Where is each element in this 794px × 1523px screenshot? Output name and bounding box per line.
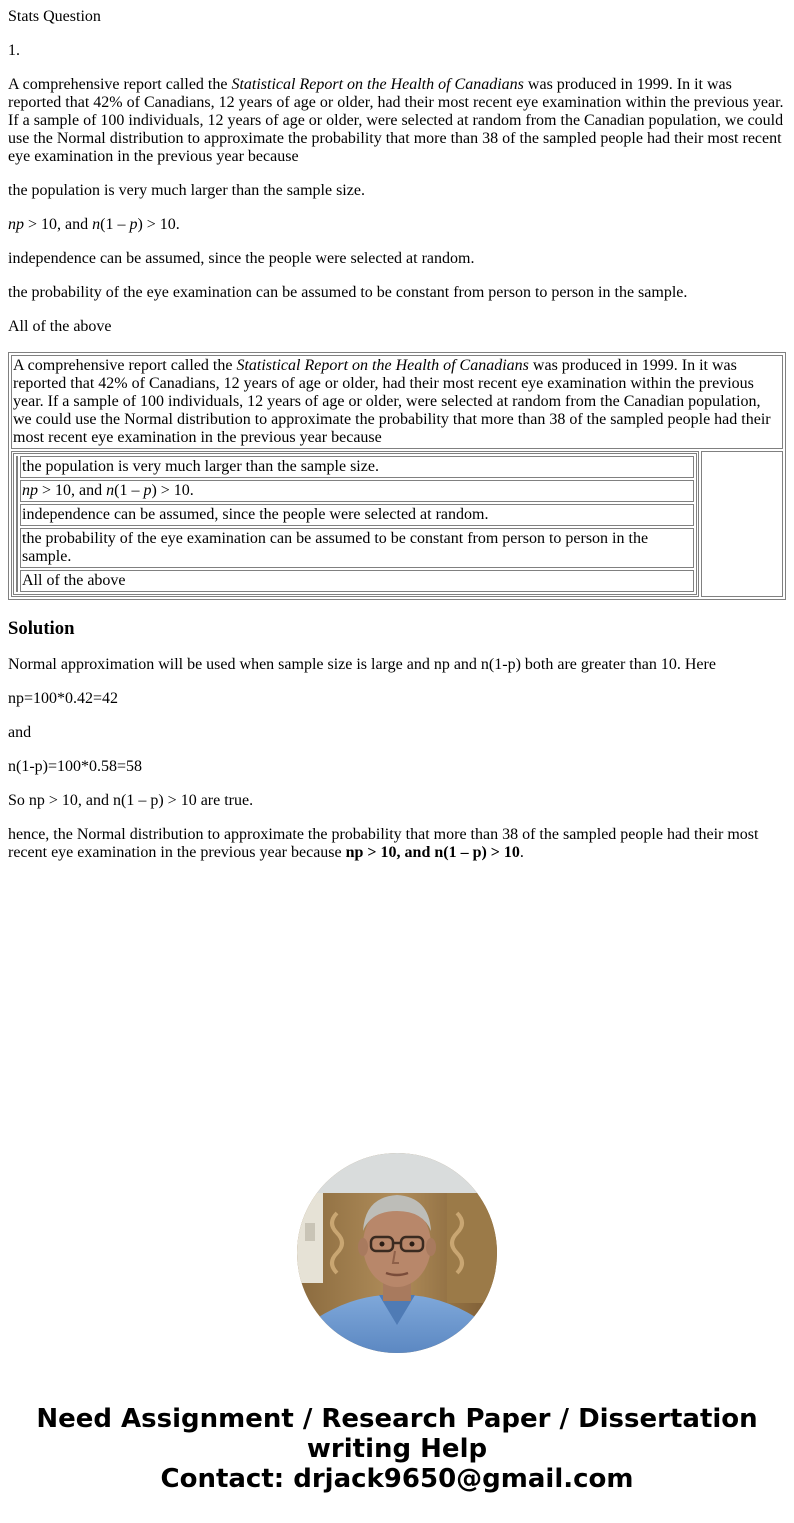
table-option-d: the probability of the eye examination can be assumed to be constant from person to person in the sample.: [20, 528, 694, 568]
option-b: np > 10, and n(1 – p) > 10.: [8, 216, 180, 233]
options-cell: [11, 451, 699, 597]
question-text: A comprehensive report called the Statistical Report on the Health of Canadians was produced in 1999. In it was reported that 42% of Canadians, 12 years of age or older, had their most recent eye examination within the previous year. If a sample of 100 individuals, 12 years of age or older, were selected at random from the Canadian population, we could use the Normal distribution to approximate the probability that more than 38 of the sampled people had their most recent eye examination in the previous year because: [8, 76, 784, 165]
table-option-e: All of the above: [20, 570, 694, 592]
solution-line-3: and: [8, 724, 32, 741]
question-table: [8, 352, 786, 600]
solution-conclusion: hence, the Normal distribution to approximate the probability that more than 38 of the sampled people had their most recent eye examination in the previous year because np > 10, and n(1 – p) > 10.: [8, 826, 759, 861]
option-c: independence can be assumed, since the people were selected at random.: [8, 250, 475, 267]
table-option-c: independence can be assumed, since the people were selected at random.: [20, 504, 694, 526]
banner-line-1: Need Assignment / Research Paper / Dissertation writing Help: [36, 1404, 758, 1464]
option-a: the population is very much larger than the sample size.: [8, 182, 365, 199]
help-banner: [0, 1404, 794, 1494]
page-title: Stats Question: [8, 8, 101, 25]
solution-line-5: So np > 10, and n(1 – p) > 10 are true.: [8, 792, 254, 809]
author-photo-icon: [297, 1153, 497, 1353]
solution-line-2: np=100*0.42=42: [8, 690, 119, 707]
solution-line-1: Normal approximation will be used when sample size is large and np and n(1-p) both are greater than 10. Here: [8, 656, 716, 673]
banner-contact: Contact: drjack9650@gmail.com: [160, 1464, 634, 1494]
table-option-a: the population is very much larger than the sample size.: [20, 456, 694, 478]
option-d: the probability of the eye examination can be assumed to be constant from person to person in the sample.: [8, 284, 688, 301]
solution-heading: Solution: [8, 618, 75, 639]
question-number: 1.: [8, 42, 20, 59]
option-e: All of the above: [8, 318, 112, 335]
options-table: [13, 453, 697, 595]
table-option-b: np > 10, and n(1 – p) > 10.: [20, 480, 694, 502]
question-table-text: A comprehensive report called the Statistical Report on the Health of Canadians was produced in 1999. In it was reported that 42% of Canadians, 12 years of age or older, had their most recent eye examination within the previous year. If a sample of 100 individuals, 12 years of age or older, were selected at random from the Canadian population, we could use the Normal distribution to approximate the probability that more than 38 of the sampled people had their most recent eye examination in the previous year because: [11, 355, 783, 449]
author-avatar: [297, 1153, 497, 1353]
report-name: Statistical Report on the Health of Canadians: [231, 76, 524, 93]
solution-line-4: n(1-p)=100*0.58=58: [8, 758, 143, 775]
empty-cell: [701, 451, 783, 597]
